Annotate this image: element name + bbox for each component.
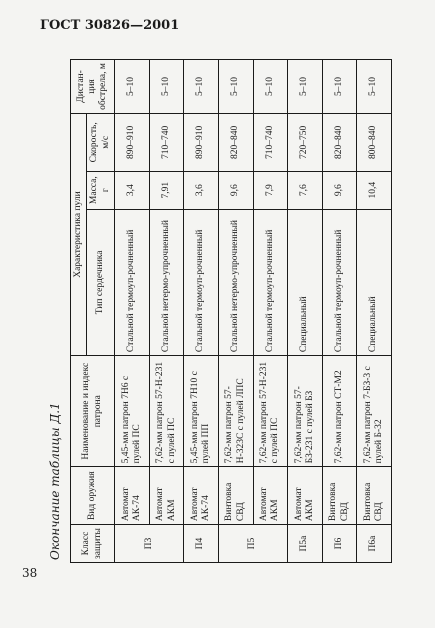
table-row	[288, 60, 323, 563]
cell-mass: 7,9	[253, 171, 288, 209]
cell-distance: 5–10	[149, 60, 184, 114]
cell-speed: 710–740	[149, 113, 184, 171]
cell-cartridge: 7,62-мм патрон 57-Н-231 с пулей ПС	[253, 356, 288, 467]
header-speed: Скорость, м/с	[87, 113, 115, 171]
cell-weapon: Автомат АК-74	[115, 467, 150, 525]
cell-cartridge: 7,62-мм патрон 57-БЗ-231 с пулей БЗ	[288, 356, 323, 467]
cell-weapon: Автомат АК-74	[184, 467, 219, 525]
cell-cartridge: 7,62-мм патрон 57-Н-231 с пулей ПС	[149, 356, 184, 467]
header-core: Тип сердечника	[87, 209, 115, 356]
cell-cartridge: 5,45-мм патрон 7Н6 с пулей ПС	[115, 356, 150, 467]
table-row	[115, 60, 150, 563]
header-cartridge: Наименование и индекс патрона	[71, 356, 115, 467]
table-caption: Окончание таблицы Д.1	[48, 402, 62, 560]
cell-weapon: Автомат АКМ	[149, 467, 184, 525]
cell-weapon: Винтовка СВД	[357, 467, 392, 525]
table-row	[253, 60, 288, 563]
cell-core: Специальный	[357, 209, 392, 356]
cell-distance: 5–10	[253, 60, 288, 114]
rotated-table-container	[70, 59, 392, 563]
cell-core: Специальный	[288, 209, 323, 356]
cell-cartridge: 5,45-мм патрон 7Н10 с пулей ПП	[184, 356, 219, 467]
header-distance: Дистан-ция обстрела, м	[71, 60, 115, 114]
protection-class-table	[70, 59, 392, 563]
header-mass: Масса, г	[87, 171, 115, 209]
table-row	[149, 60, 184, 563]
cell-weapon: Автомат АКМ	[288, 467, 323, 525]
table-row	[218, 60, 253, 563]
cell-mass: 9,6	[218, 171, 253, 209]
cell-speed: 820–840	[218, 113, 253, 171]
cell-distance: 5–10	[115, 60, 150, 114]
cell-mass: 7,91	[149, 171, 184, 209]
cell-mass: 9,6	[322, 171, 357, 209]
cell-speed: 720–750	[288, 113, 323, 171]
cell-distance: 5–10	[184, 60, 219, 114]
cell-distance: 5–10	[218, 60, 253, 114]
cell-speed: 710–740	[253, 113, 288, 171]
cell-mass: 3,6	[184, 171, 219, 209]
cell-cartridge: 7,62-мм патрон 7-БЗ-3 с пулей Б-32	[357, 356, 392, 467]
cell-weapon: Винтовка СВД	[218, 467, 253, 525]
table-row	[322, 60, 357, 563]
cell-distance: 5–10	[322, 60, 357, 114]
cell-core: Стальной термоуп-рочненный	[184, 209, 219, 356]
page-number: 38	[22, 566, 38, 580]
header-class: Класс защиты	[71, 525, 115, 563]
header-bullet-characteristics: Характеристика пули	[71, 113, 87, 355]
cell-class: П5	[218, 525, 287, 563]
cell-mass: 10,4	[357, 171, 392, 209]
cell-cartridge: 7,62-мм патрон СТ-М2	[322, 356, 357, 467]
cell-speed: 800–840	[357, 113, 392, 171]
cell-core: Стальной термоуп-рочненный	[322, 209, 357, 356]
cell-speed: 890–910	[184, 113, 219, 171]
cell-class: П3	[115, 525, 184, 563]
cell-core: Стальной нетермо-упрочненный	[218, 209, 253, 356]
cell-distance: 5–10	[357, 60, 392, 114]
standard-header: ГОСТ 30826—2001	[40, 18, 180, 33]
cell-class: П5а	[288, 525, 323, 563]
table-head	[71, 60, 115, 563]
table-body	[115, 60, 392, 563]
cell-class: П4	[184, 525, 219, 563]
table-row	[357, 60, 392, 563]
cell-core: Стальной нетермо-упрочненный	[149, 209, 184, 356]
cell-cartridge: 7,62-мм патрон 57-Н-323С с пулей ЛПС	[218, 356, 253, 467]
cell-mass: 7,6	[288, 171, 323, 209]
cell-core: Стальной термоуп-рочненный	[253, 209, 288, 356]
cell-weapon: Винтовка СВД	[322, 467, 357, 525]
cell-class: П6а	[357, 525, 392, 563]
cell-distance: 5–10	[288, 60, 323, 114]
header-row-1	[71, 60, 87, 563]
header-weapon: Вид оружия	[71, 467, 115, 525]
cell-speed: 820–840	[322, 113, 357, 171]
cell-mass: 3,4	[115, 171, 150, 209]
cell-class: П6	[322, 525, 357, 563]
table-row	[184, 60, 219, 563]
cell-core: Стальной термоуп-рочненный	[115, 209, 150, 356]
cell-speed: 890–910	[115, 113, 150, 171]
cell-weapon: Автомат АКМ	[253, 467, 288, 525]
